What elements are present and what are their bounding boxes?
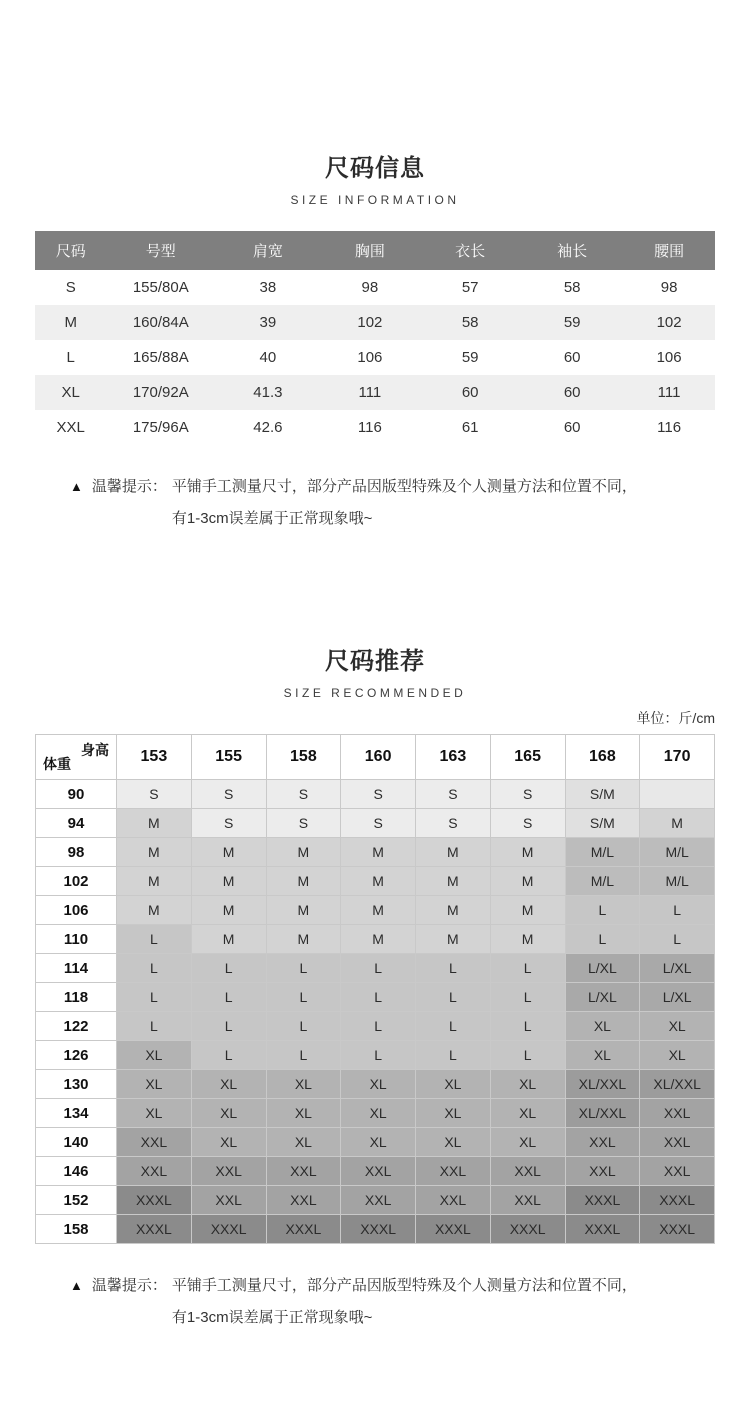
size-cell: M: [490, 896, 565, 925]
rec-row: [36, 809, 715, 838]
size-info-cell: 61: [461, 419, 479, 436]
size-info-header-row: [35, 231, 715, 270]
size-info-cell: 38: [259, 279, 277, 296]
size-cell: XL: [416, 1128, 491, 1157]
height-column-header: 170: [640, 735, 715, 780]
size-cell: L: [416, 983, 491, 1012]
weight-cell: 158: [36, 1215, 117, 1244]
rec-row: [36, 780, 715, 809]
size-info-body: [35, 270, 715, 445]
size-info-cell: 102: [656, 314, 682, 331]
rec-row: [36, 1157, 715, 1186]
weight-cell: 114: [36, 954, 117, 983]
weight-cell: 94: [36, 809, 117, 838]
size-info-cell: 60: [563, 349, 581, 366]
size-cell: XXL: [565, 1157, 640, 1186]
size-cell: L/XL: [640, 983, 715, 1012]
size-info-header-cell: 号型: [106, 231, 215, 270]
size-cell: XL/XXL: [640, 1070, 715, 1099]
size-info-table: [35, 231, 715, 445]
size-cell: L/XL: [640, 954, 715, 983]
rec-row: [36, 1041, 715, 1070]
size-info-cell: 60: [563, 419, 581, 436]
rec-row: [36, 1099, 715, 1128]
size-info-cell: 59: [461, 349, 479, 366]
size-recommend-section: [0, 641, 750, 1334]
size-cell: XL/XXL: [565, 1070, 640, 1099]
size-cell: M: [191, 838, 266, 867]
rec-row: [36, 1070, 715, 1099]
measurement-note-1: [35, 471, 715, 535]
size-cell: M: [640, 809, 715, 838]
size-info-cell: 175/96A: [132, 419, 189, 436]
size-cell: M/L: [640, 838, 715, 867]
size-info-cell: 106: [656, 349, 682, 366]
size-info-cell: 116: [657, 419, 682, 436]
measurement-note-2: [35, 1270, 715, 1334]
size-cell: L/XL: [565, 954, 640, 983]
size-cell: M: [191, 896, 266, 925]
size-cell: L: [341, 1012, 416, 1041]
size-cell: L: [266, 983, 341, 1012]
size-cell: XL: [565, 1041, 640, 1070]
size-cell: L: [191, 954, 266, 983]
size-recommend-title: 尺码推荐: [325, 648, 425, 675]
size-info-row: [35, 270, 715, 305]
note-line-2: 有1-3cm误差属于正常现象哦~: [171, 510, 373, 527]
size-cell: L: [117, 925, 192, 954]
size-cell: XXL: [191, 1186, 266, 1215]
weight-cell: 134: [36, 1099, 117, 1128]
size-cell: M: [341, 925, 416, 954]
size-cell: M: [341, 838, 416, 867]
size-cell: XXL: [117, 1128, 192, 1157]
rec-row: [36, 1186, 715, 1215]
size-info-cell: 60: [461, 384, 479, 401]
size-cell: L/XL: [565, 983, 640, 1012]
size-cell: XXL: [266, 1186, 341, 1215]
size-cell: M/L: [565, 867, 640, 896]
size-info-cell: 41.3: [253, 384, 283, 401]
size-cell: L: [416, 954, 491, 983]
size-cell: XL: [191, 1070, 266, 1099]
note-line-1: 平铺手工测量尺寸，部分产品因版型特殊及个人测量方法和位置不同，: [171, 478, 637, 495]
size-cell: L: [416, 1012, 491, 1041]
size-info-cell: 160/84A: [132, 314, 189, 331]
size-cell: XXL: [416, 1157, 491, 1186]
size-info-row: [35, 375, 715, 410]
size-cell: L: [191, 1012, 266, 1041]
size-cell: XL: [341, 1099, 416, 1128]
size-cell: M: [490, 838, 565, 867]
size-cell: L: [117, 1012, 192, 1041]
size-info-header-cell: 尺码: [35, 231, 106, 270]
weight-cell: 90: [36, 780, 117, 809]
size-cell: XXL: [341, 1186, 416, 1215]
size-cell: XL: [640, 1041, 715, 1070]
size-info-cell: 155/80A: [132, 279, 189, 296]
height-column-header: 155: [191, 735, 266, 780]
size-cell: M: [117, 867, 192, 896]
height-column-header: 153: [117, 735, 192, 780]
size-cell: S: [416, 780, 491, 809]
size-cell: XXL: [341, 1157, 416, 1186]
size-cell: XL: [490, 1070, 565, 1099]
size-cell: XXXL: [117, 1215, 192, 1244]
size-info-cell: 60: [563, 384, 581, 401]
size-cell: XL: [341, 1128, 416, 1157]
size-info-cell: L: [66, 349, 75, 366]
size-info-subtitle: SIZE INFORMATION: [290, 193, 460, 207]
warning-triangle-icon: ▲: [70, 1278, 83, 1293]
height-column-header: 168: [565, 735, 640, 780]
size-cell: XL/XXL: [565, 1099, 640, 1128]
size-cell: L: [117, 954, 192, 983]
rec-body: [36, 780, 715, 1244]
weight-cell: 140: [36, 1128, 117, 1157]
size-cell: L: [266, 1041, 341, 1070]
size-info-cell: 40: [259, 349, 277, 366]
size-info-cell: 98: [660, 279, 678, 296]
size-info-row: [35, 340, 715, 375]
size-info-cell: 39: [259, 314, 277, 331]
size-info-cell: 170/92A: [132, 384, 189, 401]
size-cell: XXXL: [640, 1215, 715, 1244]
corner-cell: [36, 735, 117, 780]
rec-row: [36, 838, 715, 867]
size-cell: XXL: [117, 1157, 192, 1186]
size-cell: XXL: [490, 1186, 565, 1215]
size-cell: M: [490, 867, 565, 896]
size-cell: S: [117, 780, 192, 809]
size-cell: XL: [191, 1128, 266, 1157]
note-label: 温馨提示：: [91, 1277, 167, 1294]
size-cell: S/M: [565, 809, 640, 838]
size-cell: XXXL: [117, 1186, 192, 1215]
note-line-2: 有1-3cm误差属于正常现象哦~: [171, 1309, 373, 1326]
size-info-cell: XXL: [56, 419, 85, 436]
size-cell: XXL: [191, 1157, 266, 1186]
size-info-row: [35, 305, 715, 340]
weight-label: 体重: [43, 756, 71, 772]
size-cell: XL: [490, 1099, 565, 1128]
size-cell: S/M: [565, 780, 640, 809]
rec-row: [36, 1215, 715, 1244]
size-info-cell: 102: [357, 314, 383, 331]
size-cell: M: [266, 867, 341, 896]
size-cell: L: [266, 954, 341, 983]
size-cell: L: [191, 983, 266, 1012]
size-info-cell: 106: [357, 349, 383, 366]
size-recommend-subtitle: SIZE RECOMMENDED: [283, 686, 467, 700]
size-cell: XL: [117, 1099, 192, 1128]
size-cell: M: [266, 838, 341, 867]
size-info-cell: XL: [61, 384, 80, 401]
size-info-cell: 111: [657, 384, 681, 401]
size-cell: M/L: [640, 867, 715, 896]
size-cell: S: [416, 809, 491, 838]
size-cell: S: [191, 809, 266, 838]
size-cell: L: [341, 954, 416, 983]
weight-cell: 106: [36, 896, 117, 925]
rec-header-row: [36, 735, 715, 780]
size-cell: M: [416, 867, 491, 896]
size-cell: [640, 780, 715, 809]
size-cell: XL: [117, 1070, 192, 1099]
rec-row: [36, 867, 715, 896]
size-cell: XXXL: [191, 1215, 266, 1244]
size-cell: XL: [266, 1070, 341, 1099]
size-cell: L: [341, 983, 416, 1012]
weight-cell: 118: [36, 983, 117, 1012]
size-info-cell: 58: [461, 314, 479, 331]
size-cell: XXL: [640, 1099, 715, 1128]
size-info-title: 尺码信息: [325, 155, 425, 182]
size-cell: L: [341, 1041, 416, 1070]
note-line-1: 平铺手工测量尺寸，部分产品因版型特殊及个人测量方法和位置不同，: [171, 1277, 637, 1294]
size-cell: XL: [341, 1070, 416, 1099]
size-cell: M: [191, 925, 266, 954]
size-info-cell: M: [64, 314, 77, 331]
size-info-cell: 165/88A: [132, 349, 189, 366]
size-info-header-cell: 胸围: [321, 231, 420, 270]
weight-cell: 102: [36, 867, 117, 896]
size-cell: M: [266, 896, 341, 925]
size-cell: M: [416, 896, 491, 925]
size-info-section: [0, 148, 750, 535]
size-cell: S: [191, 780, 266, 809]
size-info-cell: 58: [563, 279, 581, 296]
size-cell: M: [416, 838, 491, 867]
size-info-cell: 59: [563, 314, 581, 331]
size-cell: XXL: [490, 1157, 565, 1186]
size-cell: L: [416, 1041, 491, 1070]
size-info-cell: 57: [461, 279, 479, 296]
size-info-cell: 116: [357, 419, 382, 436]
size-cell: XXXL: [640, 1186, 715, 1215]
size-cell: L: [490, 983, 565, 1012]
weight-cell: 98: [36, 838, 117, 867]
size-cell: XL: [640, 1012, 715, 1041]
size-cell: L: [565, 925, 640, 954]
size-cell: L: [266, 1012, 341, 1041]
size-cell: XL: [565, 1012, 640, 1041]
size-cell: XXXL: [565, 1186, 640, 1215]
size-cell: L: [490, 1012, 565, 1041]
note-text: [172, 1270, 715, 1334]
height-column-header: 165: [490, 735, 565, 780]
note-label: 温馨提示：: [91, 478, 167, 495]
height-column-header: 163: [416, 735, 491, 780]
size-cell: XL: [191, 1099, 266, 1128]
size-cell: XXXL: [341, 1215, 416, 1244]
size-cell: L: [490, 954, 565, 983]
rec-row: [36, 896, 715, 925]
size-cell: XXL: [266, 1157, 341, 1186]
size-cell: XXL: [416, 1186, 491, 1215]
warning-triangle-icon: ▲: [70, 479, 83, 494]
size-cell: L: [117, 983, 192, 1012]
size-cell: XXL: [640, 1128, 715, 1157]
size-cell: S: [490, 780, 565, 809]
height-column-header: 158: [266, 735, 341, 780]
size-cell: XL: [266, 1128, 341, 1157]
height-column-header: 160: [341, 735, 416, 780]
size-cell: L: [640, 896, 715, 925]
size-info-header-cell: 腰围: [623, 231, 715, 270]
size-cell: XL: [117, 1041, 192, 1070]
size-cell: XXXL: [416, 1215, 491, 1244]
rec-row: [36, 1012, 715, 1041]
size-cell: L: [640, 925, 715, 954]
size-cell: XXXL: [565, 1215, 640, 1244]
size-cell: M: [117, 809, 192, 838]
size-info-cell: 42.6: [253, 419, 283, 436]
size-cell: M: [117, 838, 192, 867]
size-cell: XL: [266, 1099, 341, 1128]
size-cell: S: [266, 809, 341, 838]
size-cell: M: [490, 925, 565, 954]
weight-cell: 110: [36, 925, 117, 954]
size-cell: S: [490, 809, 565, 838]
weight-cell: 152: [36, 1186, 117, 1215]
size-info-cell: 111: [358, 384, 382, 401]
unit-label: 单位：斤/cm: [636, 710, 715, 726]
size-cell: XXXL: [266, 1215, 341, 1244]
weight-cell: 122: [36, 1012, 117, 1041]
rec-row: [36, 954, 715, 983]
size-cell: L: [490, 1041, 565, 1070]
weight-cell: 126: [36, 1041, 117, 1070]
size-cell: S: [266, 780, 341, 809]
weight-cell: 146: [36, 1157, 117, 1186]
size-cell: XXL: [565, 1128, 640, 1157]
size-cell: XXL: [640, 1157, 715, 1186]
height-label: 身高: [81, 742, 109, 758]
size-cell: M: [191, 867, 266, 896]
size-cell: L: [191, 1041, 266, 1070]
size-info-cell: S: [65, 279, 76, 296]
size-cell: M: [341, 896, 416, 925]
rec-row: [36, 1128, 715, 1157]
size-cell: XL: [416, 1070, 491, 1099]
size-info-header-cell: 肩宽: [215, 231, 320, 270]
size-info-header-cell: 袖长: [521, 231, 623, 270]
size-cell: S: [341, 809, 416, 838]
size-cell: M: [416, 925, 491, 954]
weight-cell: 130: [36, 1070, 117, 1099]
rec-row: [36, 925, 715, 954]
size-info-cell: 98: [361, 279, 379, 296]
size-cell: S: [341, 780, 416, 809]
size-cell: XL: [490, 1128, 565, 1157]
size-recommend-table: [35, 734, 715, 1244]
size-cell: M: [117, 896, 192, 925]
size-info-row: [35, 410, 715, 445]
size-cell: M/L: [565, 838, 640, 867]
size-cell: XXXL: [490, 1215, 565, 1244]
size-cell: M: [341, 867, 416, 896]
note-text: [172, 471, 715, 535]
size-cell: M: [266, 925, 341, 954]
size-cell: XL: [416, 1099, 491, 1128]
size-cell: L: [565, 896, 640, 925]
size-info-header-cell: 衣长: [419, 231, 521, 270]
rec-row: [36, 983, 715, 1012]
